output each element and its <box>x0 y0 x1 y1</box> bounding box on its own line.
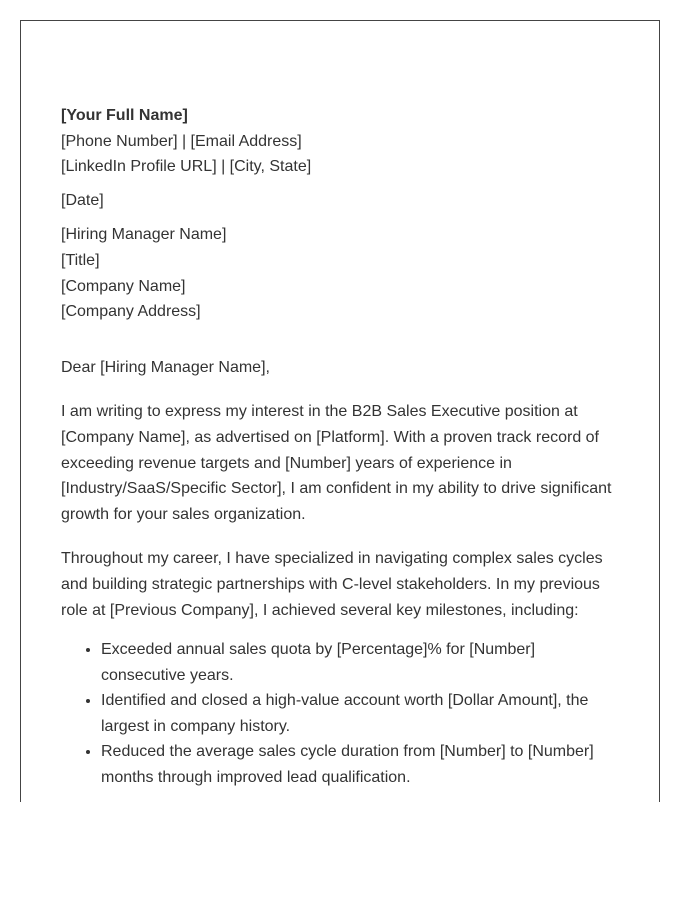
milestones-list <box>61 637 621 791</box>
letter-date: [Date] <box>61 191 104 209</box>
salutation: Dear [Hiring Manager Name], <box>61 358 270 376</box>
document-page <box>20 20 660 802</box>
recipient-name: [Hiring Manager Name] <box>61 226 227 244</box>
sender-header <box>61 103 621 180</box>
body-paragraph-1: I am writing to express my interest in the B2B Sales Executive position at [Company Name], as advertised on [Platform]. With a proven track record of exceeding revenue targets and [Number] years of experience in [Industry/SaaS/Specific Sector], I am confident in my ability to drive significant growth for your sales organization. <box>61 403 612 523</box>
body-paragraph-2: Throughout my career, I have specialized in navigating complex sales cycles and building strategic partnerships with C-level stakeholders. In my previous role at [Previous Company], I achieved several key milestones, including: <box>61 550 603 619</box>
date-block <box>61 188 621 214</box>
list-item: • Reduced the average sales cycle duration from [Number] to [Number] months through improved lead qualification. <box>101 739 621 790</box>
list-item: • Identified and closed a high-value account worth [Dollar Amount], the largest in company history. <box>101 688 621 739</box>
recipient-title: [Title] <box>61 251 100 269</box>
recipient-block <box>61 222 621 324</box>
sender-name: [Your Full Name] <box>61 107 188 124</box>
sender-contact-phone-email: [Phone Number] | [Email Address] <box>61 132 302 150</box>
cover-letter <box>61 103 621 791</box>
recipient-company: [Company Name] <box>61 277 186 295</box>
recipient-address: [Company Address] <box>61 303 201 321</box>
list-item: • Exceeded annual sales quota by [Percentage]% for [Number] consecutive years. <box>101 637 621 688</box>
sender-contact-linkedin-location: [LinkedIn Profile URL] | [City, State] <box>61 158 312 176</box>
